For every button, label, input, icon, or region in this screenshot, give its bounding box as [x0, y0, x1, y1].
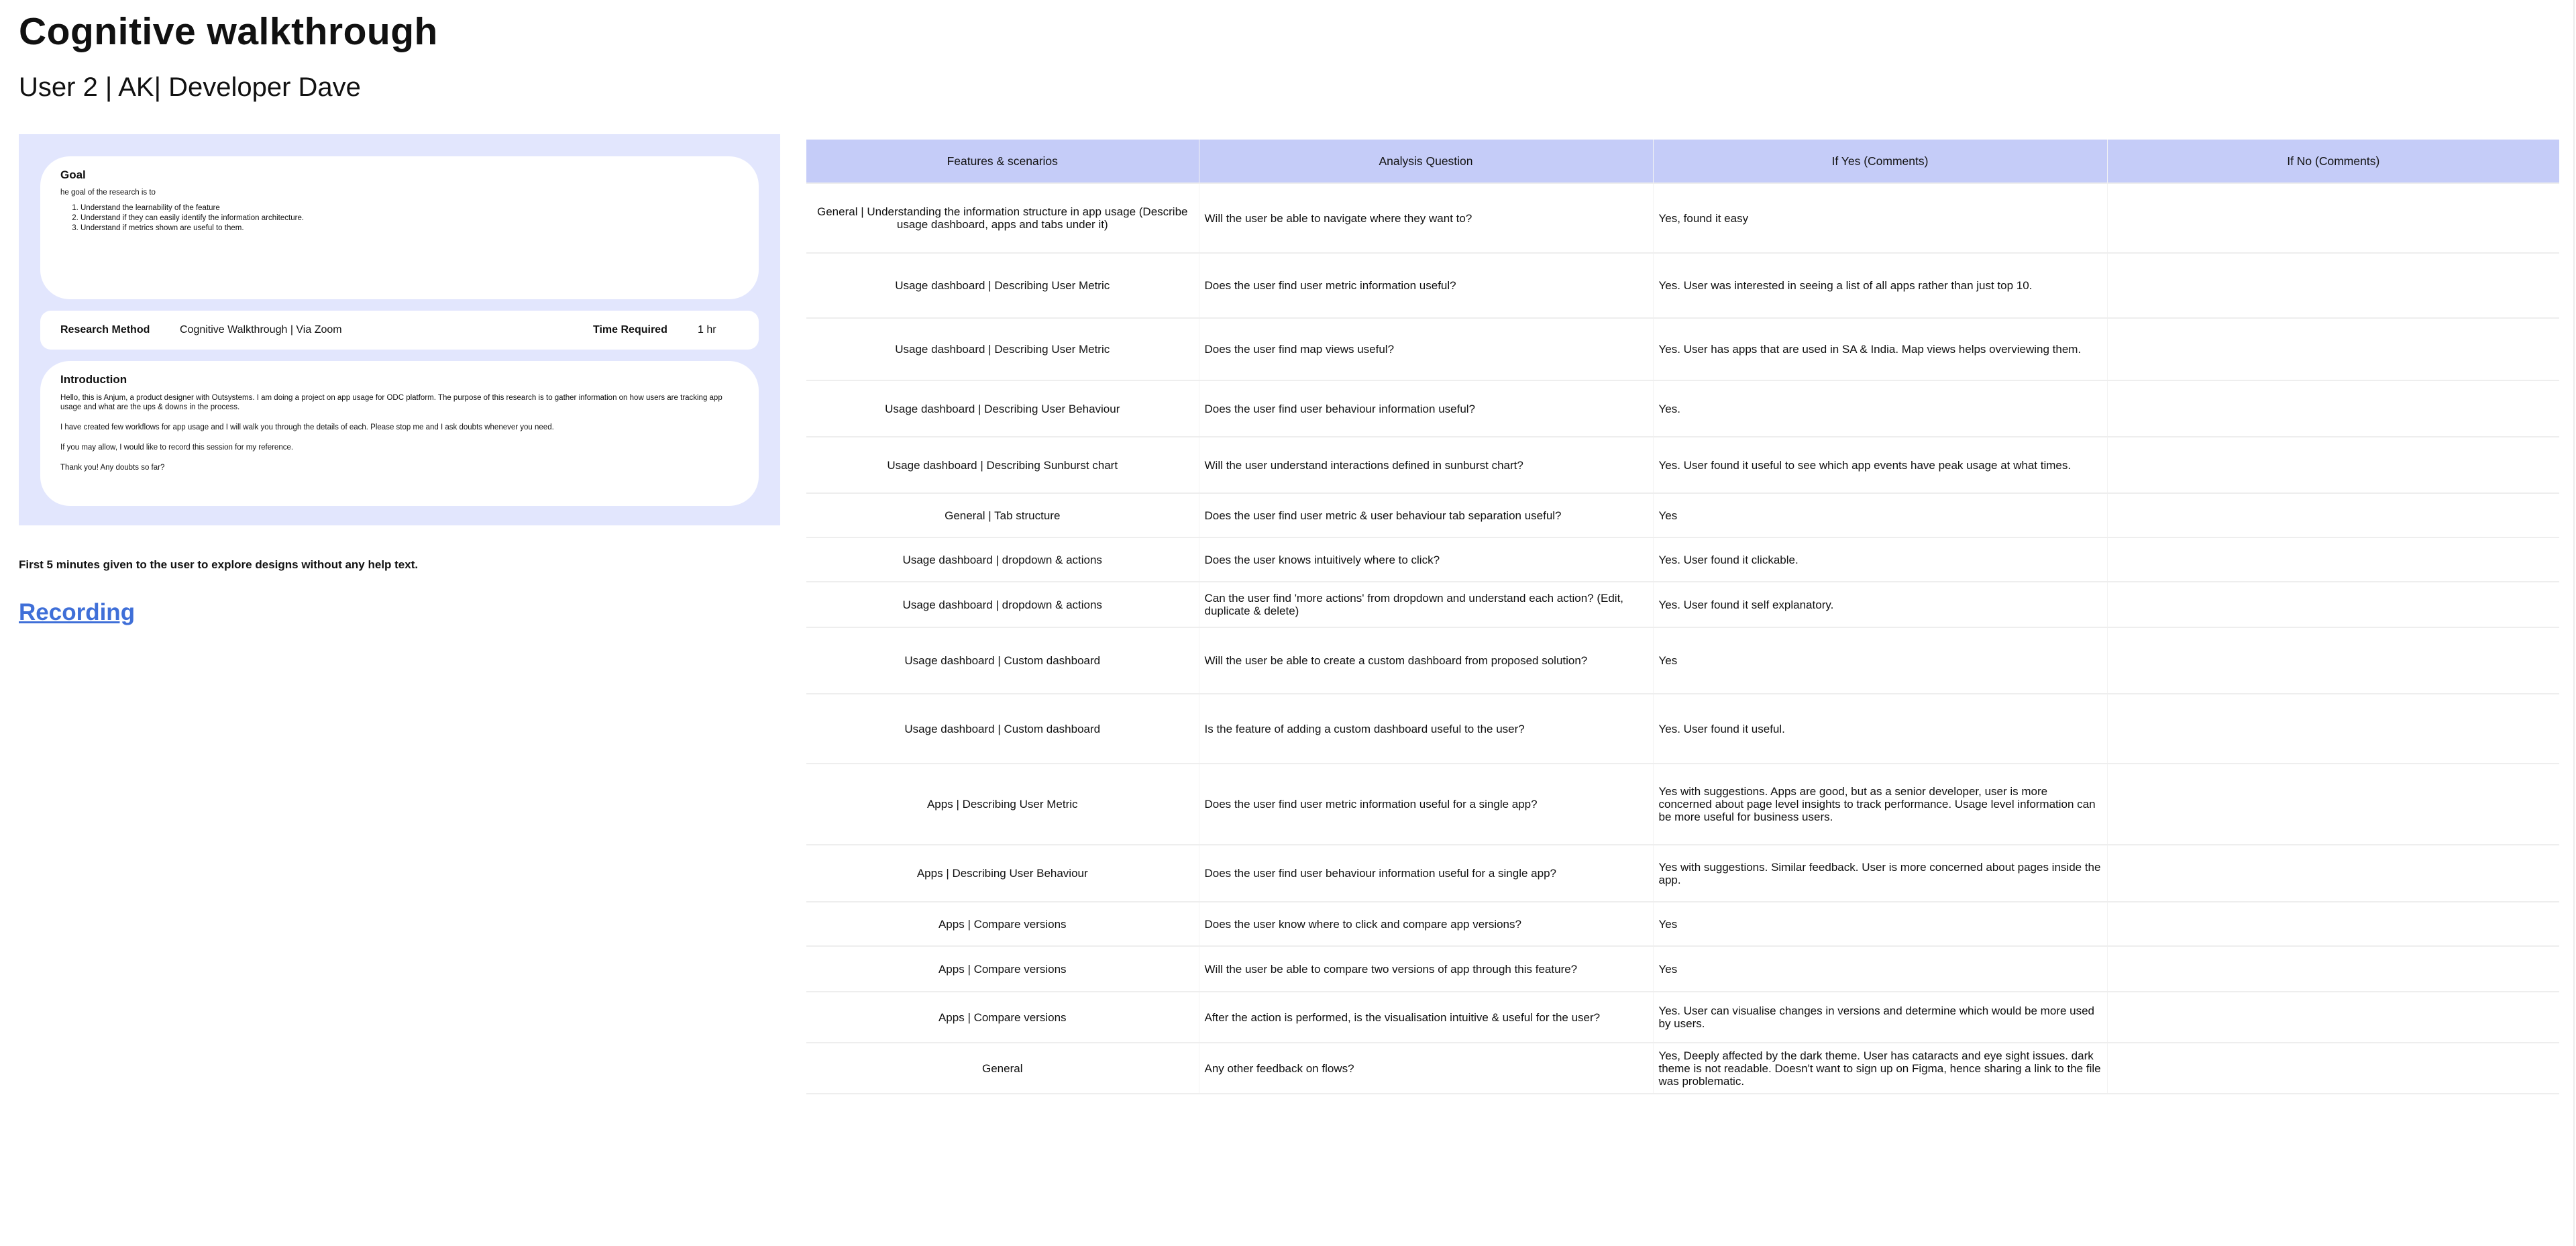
- question-cell: Is the feature of adding a custom dashboard useful to the user?: [1199, 694, 1653, 764]
- feature-cell: Apps | Describing User Metric: [806, 764, 1199, 845]
- introduction-paragraph: I have created few workflows for app usage and I will walk you through the details of each. Please stop me and I ask doubts whenever you need.: [60, 423, 554, 431]
- introduction-paragraph: Thank you! Any doubts so far?: [60, 464, 165, 472]
- yes-comment-cell: Yes: [1653, 946, 2107, 992]
- table-header-row: [806, 140, 2559, 183]
- feature-cell: General: [806, 1043, 1199, 1094]
- table-row: [806, 627, 2559, 694]
- feature-cell: Usage dashboard | dropdown & actions: [806, 537, 1199, 582]
- yes-comment-cell: Yes, Deeply affected by the dark theme. User has cataracts and eye sight issues. dark theme is not readable. Doesn't want to sign up on Figma, hence sharing a link to the file was problematic.: [1653, 1043, 2107, 1094]
- no-comment-cell: [2107, 845, 2559, 902]
- yes-comment-cell: Yes. User has apps that are used in SA & India. Map views helps overviewing them.: [1653, 318, 2107, 380]
- table-row: [806, 380, 2559, 437]
- introduction-card: [40, 361, 759, 506]
- introduction-heading: Introduction: [60, 373, 127, 386]
- goal-card: [40, 156, 759, 299]
- no-comment-cell: [2107, 694, 2559, 764]
- column-header-question: Analysis Question: [1199, 140, 1653, 183]
- feature-cell: Apps | Compare versions: [806, 902, 1199, 946]
- goal-list: [60, 203, 739, 233]
- no-comment-cell: [2107, 493, 2559, 537]
- table-row: [806, 582, 2559, 627]
- yes-comment-cell: Yes. User can visualise changes in versions and determine which would be more used by users.: [1653, 992, 2107, 1043]
- feature-cell: Usage dashboard | Describing User Metric: [806, 318, 1199, 380]
- yes-comment-cell: Yes: [1653, 902, 2107, 946]
- column-header-no-comments: If No (Comments): [2107, 140, 2559, 183]
- feature-cell: Usage dashboard | Describing User Metric: [806, 253, 1199, 318]
- no-comment-cell: [2107, 902, 2559, 946]
- goal-item: 3. Understand if metrics shown are useful to them.: [80, 223, 739, 233]
- table-row: [806, 992, 2559, 1043]
- introduction-paragraph: If you may allow, I would like to record this session for my reference.: [60, 444, 294, 452]
- feature-cell: Apps | Compare versions: [806, 946, 1199, 992]
- table-row: [806, 902, 2559, 946]
- no-comment-cell: [2107, 437, 2559, 493]
- question-cell: Will the user understand interactions defined in sunburst chart?: [1199, 437, 1653, 493]
- column-header-yes-comments: If Yes (Comments): [1653, 140, 2107, 183]
- yes-comment-cell: Yes with suggestions. Similar feedback. User is more concerned about pages inside the app.: [1653, 845, 2107, 902]
- research-method-row: [60, 311, 739, 350]
- goal-item: 1. Understand the learnability of the feature: [80, 203, 739, 213]
- table-row: [806, 1043, 2559, 1094]
- feature-cell: Usage dashboard | dropdown & actions: [806, 582, 1199, 627]
- question-cell: Does the user know where to click and compare app versions?: [1199, 902, 1653, 946]
- question-cell: Any other feedback on flows?: [1199, 1043, 1653, 1094]
- research-method-value: Cognitive Walkthrough | Via Zoom: [180, 324, 342, 335]
- no-comment-cell: [2107, 764, 2559, 845]
- no-comment-cell: [2107, 946, 2559, 992]
- research-method-label: Research Method: [60, 324, 150, 335]
- question-cell: Will the user be able to create a custom dashboard from proposed solution?: [1199, 627, 1653, 694]
- yes-comment-cell: Yes. User found it useful to see which app events have peak usage at what times.: [1653, 437, 2107, 493]
- canvas-edge: [2573, 0, 2575, 1246]
- no-comment-cell: [2107, 992, 2559, 1043]
- yes-comment-cell: Yes: [1653, 627, 2107, 694]
- yes-comment-cell: Yes. User was interested in seeing a list of all apps rather than just top 10.: [1653, 253, 2107, 318]
- table-row: [806, 537, 2559, 582]
- question-cell: Does the user find user metric information useful for a single app?: [1199, 764, 1653, 845]
- yes-comment-cell: Yes: [1653, 493, 2107, 537]
- goal-intro: he goal of the research is to: [60, 189, 156, 197]
- yes-comment-cell: Yes. User found it self explanatory.: [1653, 582, 2107, 627]
- table-row: [806, 318, 2559, 380]
- feature-cell: Usage dashboard | Describing Sunburst chart: [806, 437, 1199, 493]
- no-comment-cell: [2107, 380, 2559, 437]
- question-cell: Does the user find user metric & user behaviour tab separation useful?: [1199, 493, 1653, 537]
- feature-cell: Usage dashboard | Custom dashboard: [806, 627, 1199, 694]
- table-row: [806, 764, 2559, 845]
- yes-comment-cell: Yes with suggestions. Apps are good, but as a senior developer, user is more concerned about page level insights to track performance. Usage level information can be more useful for business users.: [1653, 764, 2107, 845]
- question-cell: Does the user find user metric information useful?: [1199, 253, 1653, 318]
- table-row: [806, 183, 2559, 253]
- feature-cell: General | Tab structure: [806, 493, 1199, 537]
- no-comment-cell: [2107, 537, 2559, 582]
- feature-cell: Usage dashboard | Custom dashboard: [806, 694, 1199, 764]
- question-cell: Does the user find user behaviour information useful?: [1199, 380, 1653, 437]
- question-cell: Will the user be able to compare two versions of app through this feature?: [1199, 946, 1653, 992]
- yes-comment-cell: Yes. User found it useful.: [1653, 694, 2107, 764]
- goal-item: 2. Understand if they can easily identify the information architecture.: [80, 213, 739, 223]
- research-brief-panel: [19, 134, 780, 525]
- introduction-paragraph: Hello, this is Anjum, a product designer with Outsystems. I am doing a project on app usage for ODC platform. The purpose of this research is to gather information on how users are tracking app usage and what are the ups & downs in the process.: [60, 394, 722, 411]
- feature-cell: General | Understanding the information structure in app usage (Describe usage dashboard, apps and tabs under it): [806, 183, 1199, 253]
- question-cell: Can the user find 'more actions' from dropdown and understand each action? (Edit, duplicate & delete): [1199, 582, 1653, 627]
- page-title: Cognitive walkthrough: [19, 10, 438, 53]
- column-header-features: Features & scenarios: [806, 140, 1199, 183]
- no-comment-cell: [2107, 183, 2559, 253]
- yes-comment-cell: Yes, found it easy: [1653, 183, 2107, 253]
- yes-comment-cell: Yes.: [1653, 380, 2107, 437]
- table-row: [806, 845, 2559, 902]
- exploration-note: First 5 minutes given to the user to explore designs without any help text.: [19, 558, 419, 571]
- table-row: [806, 946, 2559, 992]
- question-cell: Does the user find map views useful?: [1199, 318, 1653, 380]
- table-row: [806, 694, 2559, 764]
- no-comment-cell: [2107, 627, 2559, 694]
- table-row: [806, 253, 2559, 318]
- feature-cell: Apps | Describing User Behaviour: [806, 845, 1199, 902]
- feature-cell: Apps | Compare versions: [806, 992, 1199, 1043]
- goal-heading: Goal: [60, 168, 86, 181]
- no-comment-cell: [2107, 582, 2559, 627]
- page-subtitle: User 2 | AK| Developer Dave: [19, 72, 361, 102]
- no-comment-cell: [2107, 1043, 2559, 1094]
- table-row: [806, 437, 2559, 493]
- no-comment-cell: [2107, 253, 2559, 318]
- research-method-card: [40, 311, 759, 350]
- time-required-value: 1 hr: [698, 324, 716, 335]
- feature-cell: Usage dashboard | Describing User Behaviour: [806, 380, 1199, 437]
- question-cell: After the action is performed, is the visualisation intuitive & useful for the user?: [1199, 992, 1653, 1043]
- yes-comment-cell: Yes. User found it clickable.: [1653, 537, 2107, 582]
- walkthrough-table: [806, 140, 2559, 1094]
- no-comment-cell: [2107, 318, 2559, 380]
- question-cell: Does the user find user behaviour information useful for a single app?: [1199, 845, 1653, 902]
- question-cell: Does the user knows intuitively where to click?: [1199, 537, 1653, 582]
- table-row: [806, 493, 2559, 537]
- time-required-label: Time Required: [593, 324, 667, 335]
- question-cell: Will the user be able to navigate where they want to?: [1199, 183, 1653, 253]
- recording-link[interactable]: Recording: [19, 599, 136, 625]
